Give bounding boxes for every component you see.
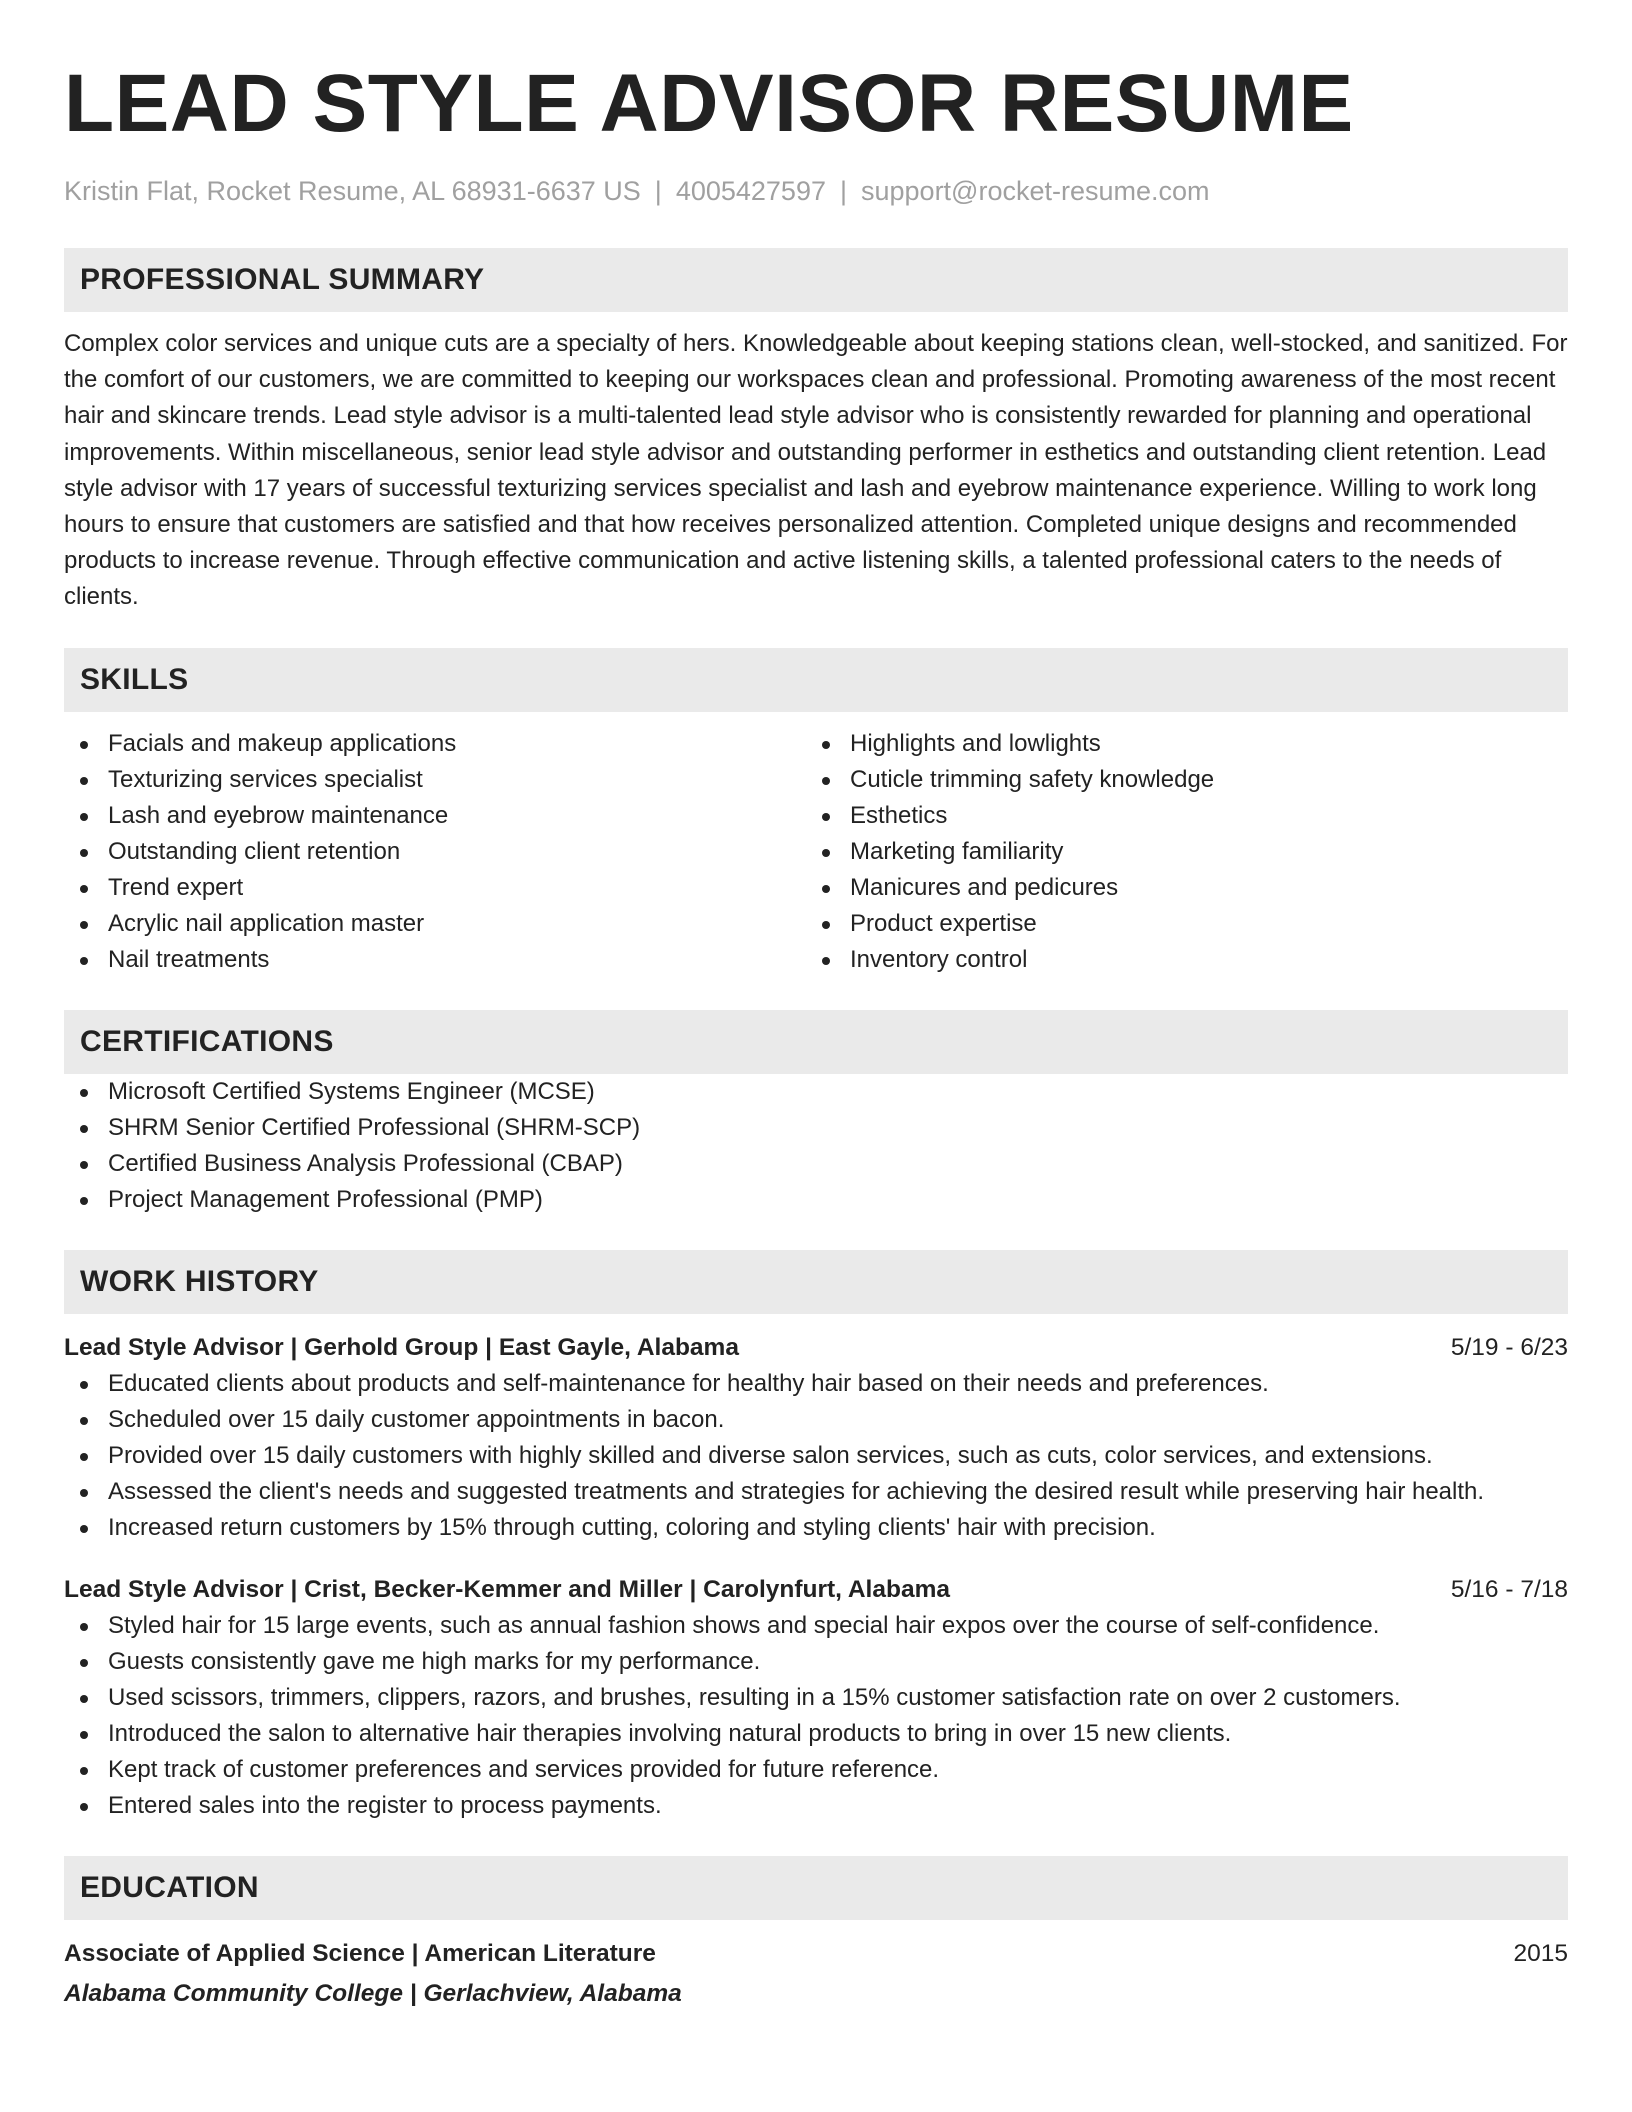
job-entry — [64, 1572, 1568, 1824]
skill-item: Acrylic nail application master — [64, 906, 806, 942]
education-entry — [64, 1936, 1568, 2012]
resume-page — [64, 56, 1568, 2012]
skill-item: Texturizing services specialist — [64, 762, 806, 798]
summary-section — [64, 248, 1568, 616]
skill-item: Trend expert — [64, 870, 806, 906]
job-bullet: Used scissors, trimmers, clippers, razors, and brushes, resulting in a 15% customer satisfaction rate on over 2 customers. — [64, 1680, 1568, 1716]
job-dates: 5/16 - 7/18 — [1450, 1575, 1568, 1603]
skill-item: Esthetics — [806, 798, 1548, 834]
skill-item: Cuticle trimming safety knowledge — [806, 762, 1548, 798]
job-title: Lead Style Advisor | Gerhold Group | East Gayle, Alabama — [64, 1333, 739, 1361]
job-bullet: Guests consistently gave me high marks for my performance. — [64, 1644, 1568, 1680]
resume-title: LEAD STYLE ADVISOR RESUME — [64, 58, 1354, 149]
skills-section — [64, 648, 1568, 978]
education-header — [64, 1936, 1568, 1972]
job-bullet-list — [64, 1608, 1568, 1824]
job-bullet: Provided over 15 daily customers with highly skilled and diverse salon services, such as cuts, color services, and extensions. — [64, 1438, 1568, 1474]
education-year: 2015 — [1513, 1939, 1568, 1967]
contact-line — [64, 174, 1568, 208]
job-bullet: Entered sales into the register to process payments. — [64, 1788, 1568, 1824]
contact-address: Kristin Flat, Rocket Resume, AL 68931-6637 US — [64, 176, 641, 206]
job-dates: 5/19 - 6/23 — [1450, 1333, 1568, 1361]
job-bullet-list — [64, 1366, 1568, 1546]
skills-list-right — [806, 726, 1548, 978]
job-entry — [64, 1330, 1568, 1546]
contact-separator: | — [839, 176, 847, 206]
job-bullet: Increased return customers by 15% through cutting, coloring and styling clients' hair with precision. — [64, 1510, 1568, 1546]
certification-item: SHRM Senior Certified Professional (SHRM-SCP) — [64, 1110, 1568, 1146]
job-bullet: Kept track of customer preferences and services provided for future reference. — [64, 1752, 1568, 1788]
job-header — [64, 1572, 1568, 1608]
contact-email: support@rocket-resume.com — [861, 176, 1210, 206]
skill-item: Manicures and pedicures — [806, 870, 1548, 906]
job-bullet: Educated clients about products and self-maintenance for healthy hair based on their needs and preferences. — [64, 1366, 1568, 1402]
skill-item: Nail treatments — [64, 942, 806, 978]
certification-item: Certified Business Analysis Professional (CBAP) — [64, 1146, 1568, 1182]
skill-item: Highlights and lowlights — [806, 726, 1548, 762]
skill-item: Inventory control — [806, 942, 1548, 978]
certifications-section — [64, 1010, 1568, 1218]
skills-columns — [64, 726, 1568, 978]
job-bullet: Assessed the client's needs and suggested treatments and strategies for achieving the desired result while preserving hair health. — [64, 1474, 1568, 1510]
education-school: Alabama Community College | Gerlachview, Alabama — [64, 1979, 682, 2007]
section-header-skills: SKILLS — [64, 648, 1568, 712]
education-degree: Associate of Applied Science | American Literature — [64, 1939, 656, 1967]
contact-phone: 4005427597 — [675, 176, 826, 206]
skill-item: Marketing familiarity — [806, 834, 1548, 870]
section-header-summary: PROFESSIONAL SUMMARY — [64, 248, 1568, 312]
skill-item: Product expertise — [806, 906, 1548, 942]
job-header — [64, 1330, 1568, 1366]
job-bullet: Introduced the salon to alternative hair therapies involving natural products to bring in over 15 new clients. — [64, 1716, 1568, 1752]
skills-list-left — [64, 726, 806, 978]
contact-separator: | — [654, 176, 662, 206]
summary-text: Complex color services and unique cuts are a specialty of hers. Knowledgeable about keeping stations clean, well-stocked, and sanitized. For the comfort of our customers, we are committed to keeping our workspaces clean and professional. Promoting awareness of the most recent hair and skincare trends. Lead style advisor is a multi-talented lead style advisor who is consistently rewarded for planning and operational improvements. Within miscellaneous, senior lead style advisor and outstanding performer in esthetics and outstanding client retention. Lead style advisor with 17 years of successful texturizing services specialist and lash and eyebrow maintenance experience. Willing to work long hours to ensure that customers are satisfied and that how receives personalized attention. Completed unique designs and recommended products to increase revenue. Through effective communication and active listening skills, a talented professional caters to the needs of clients. — [64, 330, 1568, 611]
skill-item: Facials and makeup applications — [64, 726, 806, 762]
education-section — [64, 1856, 1568, 2012]
section-header-education: EDUCATION — [64, 1856, 1568, 1920]
skill-item: Lash and eyebrow maintenance — [64, 798, 806, 834]
job-bullet: Scheduled over 15 daily customer appointments in bacon. — [64, 1402, 1568, 1438]
job-bullet: Styled hair for 15 large events, such as annual fashion shows and special hair expos over the course of self-confidence. — [64, 1608, 1568, 1644]
work-history-section — [64, 1250, 1568, 1824]
certification-item: Project Management Professional (PMP) — [64, 1182, 1568, 1218]
section-header-certifications: CERTIFICATIONS — [64, 1010, 1568, 1074]
section-header-work-history: WORK HISTORY — [64, 1250, 1568, 1314]
certification-item: Microsoft Certified Systems Engineer (MCSE) — [64, 1074, 1568, 1110]
skill-item: Outstanding client retention — [64, 834, 806, 870]
certifications-list — [64, 1074, 1568, 1218]
job-title: Lead Style Advisor | Crist, Becker-Kemmer and Miller | Carolynfurt, Alabama — [64, 1575, 950, 1603]
